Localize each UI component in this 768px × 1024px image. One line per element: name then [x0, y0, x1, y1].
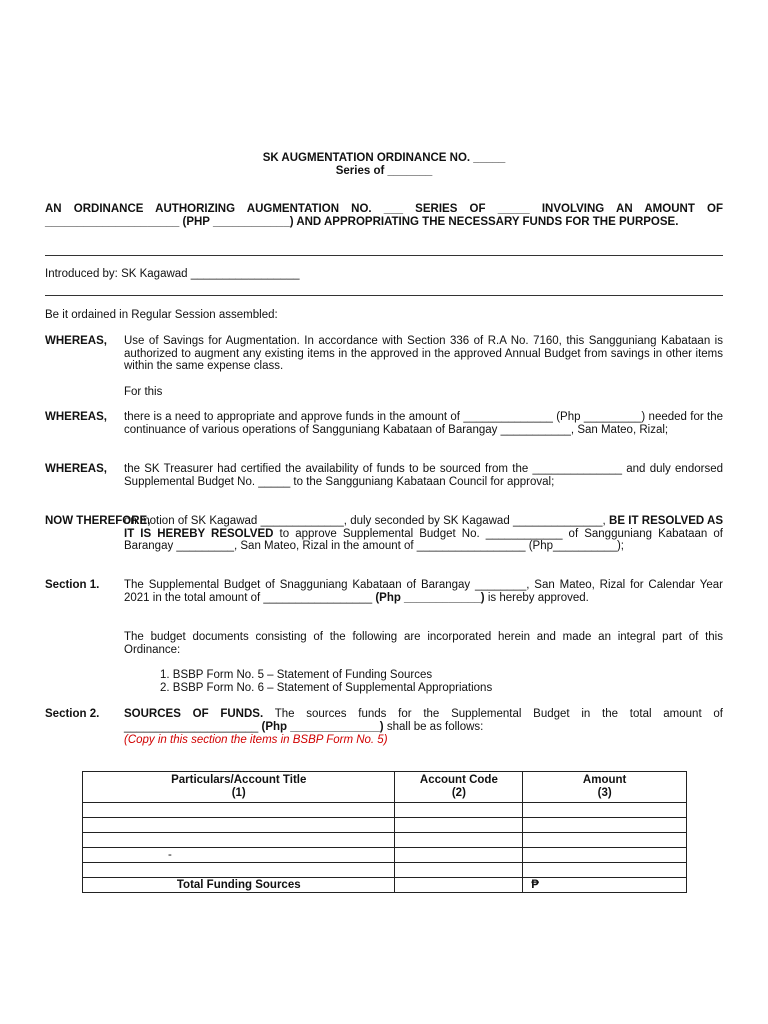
dash-cell: -: [83, 848, 395, 863]
section-1-php: (Php ____________): [375, 591, 485, 604]
section-1-label: Section 1.: [45, 579, 100, 591]
resolved-clause: BE IT RESOLVED AS IT IS HEREBY RESOLVED: [124, 515, 723, 540]
for-this-text: For this: [124, 386, 163, 398]
ordained-line: Be it ordained in Regular Session assembled:: [45, 309, 278, 321]
total-amount: ₱: [523, 878, 687, 893]
funding-sources-table: [82, 771, 687, 893]
section-1-text-a: The Supplemental Budget of Snagguniang Kabataan of Barangay ________, San Mateo, Rizal for Calendar Year 2021 in the total amount of _________________: [124, 579, 723, 604]
table-row: [83, 833, 687, 848]
copy-note: (Copy in this section the items in BSBP Form No. 5): [124, 734, 388, 746]
section-1-text-b: is hereby approved.: [487, 591, 589, 604]
header-amount: Amount (3): [523, 772, 687, 803]
list-item: 1. BSBP Form No. 5 – Statement of Funding Sources: [160, 669, 433, 681]
section-2-blank: _____________________: [124, 720, 259, 733]
section-2-text-b: shall be as follows:: [386, 720, 484, 733]
section-1-para2: The budget documents consisting of the following are incorporated herein and made an integral part of this Ordinance:: [124, 631, 723, 656]
ordinance-number-title: SK AUGMENTATION ORDINANCE NO. _____: [262, 152, 506, 164]
divider-top: [45, 255, 723, 256]
section-1-text: [124, 579, 723, 604]
divider-bottom: [45, 295, 723, 296]
whereas-1-text: Use of Savings for Augmentation. In accordance with Section 336 of R.A No. 7160, this Sangguniang Kabataan is authorized to augment any existing items in the approved in the approved Annual Budget from savings in other items within the same expense class.: [124, 335, 723, 372]
whereas-2-text: there is a need to appropriate and approve funds in the amount of ______________ (Php _________) needed for the continuance of various operations of Sangguniang Kabataan of Barangay ___________, San Mateo, Rizal;: [124, 411, 723, 436]
ordinance-title: AN ORDINANCE AUTHORIZING AUGMENTATION NO. ___ SERIES OF _____ INVOLVING AN AMOUNT OF _____________________ (PHP ____________) AND APPROPRIATING THE NECESSARY FUNDS FOR THE PURPOSE.: [45, 203, 723, 228]
section-2-label: Section 2.: [45, 708, 100, 720]
now-therefore-label: NOW THEREFORE,: [45, 515, 151, 527]
whereas-3-label: WHEREAS,: [45, 463, 107, 475]
now-therefore-text-b: to approve Supplemental Budget No. ____________ of Sangguniang Kabataan of Barangay _________, San Mateo, Rizal in the amount of _________________ (Php__________);: [124, 527, 723, 552]
table-row: [83, 863, 687, 878]
header-account-code: Account Code (2): [395, 772, 523, 803]
table-row: [83, 803, 687, 818]
sources-heading: SOURCES OF FUNDS.: [124, 708, 264, 720]
series-line: Series of _______: [335, 165, 433, 177]
budget-documents-list: [160, 669, 492, 694]
whereas-1-label: WHEREAS,: [45, 335, 107, 347]
table-header-row: [83, 772, 687, 803]
section-2-text: [124, 708, 723, 733]
table-row: [83, 818, 687, 833]
total-label: Total Funding Sources: [83, 878, 395, 893]
list-item: 2. BSBP Form No. 6 – Statement of Supplemental Appropriations: [160, 681, 493, 694]
table-row: [83, 848, 687, 863]
now-therefore-text-a: on motion of SK Kagawad _____________, duly seconded by SK Kagawad ______________,: [124, 515, 606, 527]
total-row: [83, 878, 687, 893]
now-therefore-text: [124, 515, 723, 553]
section-2-php: (Php ______________): [261, 720, 384, 733]
introduced-by: Introduced by: SK Kagawad _________________: [45, 268, 300, 280]
whereas-2-label: WHEREAS,: [45, 411, 107, 423]
section-2-text-a: The sources funds for the Supplemental Budget in the total amount of: [274, 708, 723, 720]
whereas-3-text: the SK Treasurer had certified the availability of funds to be sourced from the ______________ and duly endorsed Supplemental Budget No. _____ to the Sangguniang Kabataan Council for approval;: [124, 463, 723, 488]
header-particulars: Particulars/Account Title (1): [83, 772, 395, 803]
